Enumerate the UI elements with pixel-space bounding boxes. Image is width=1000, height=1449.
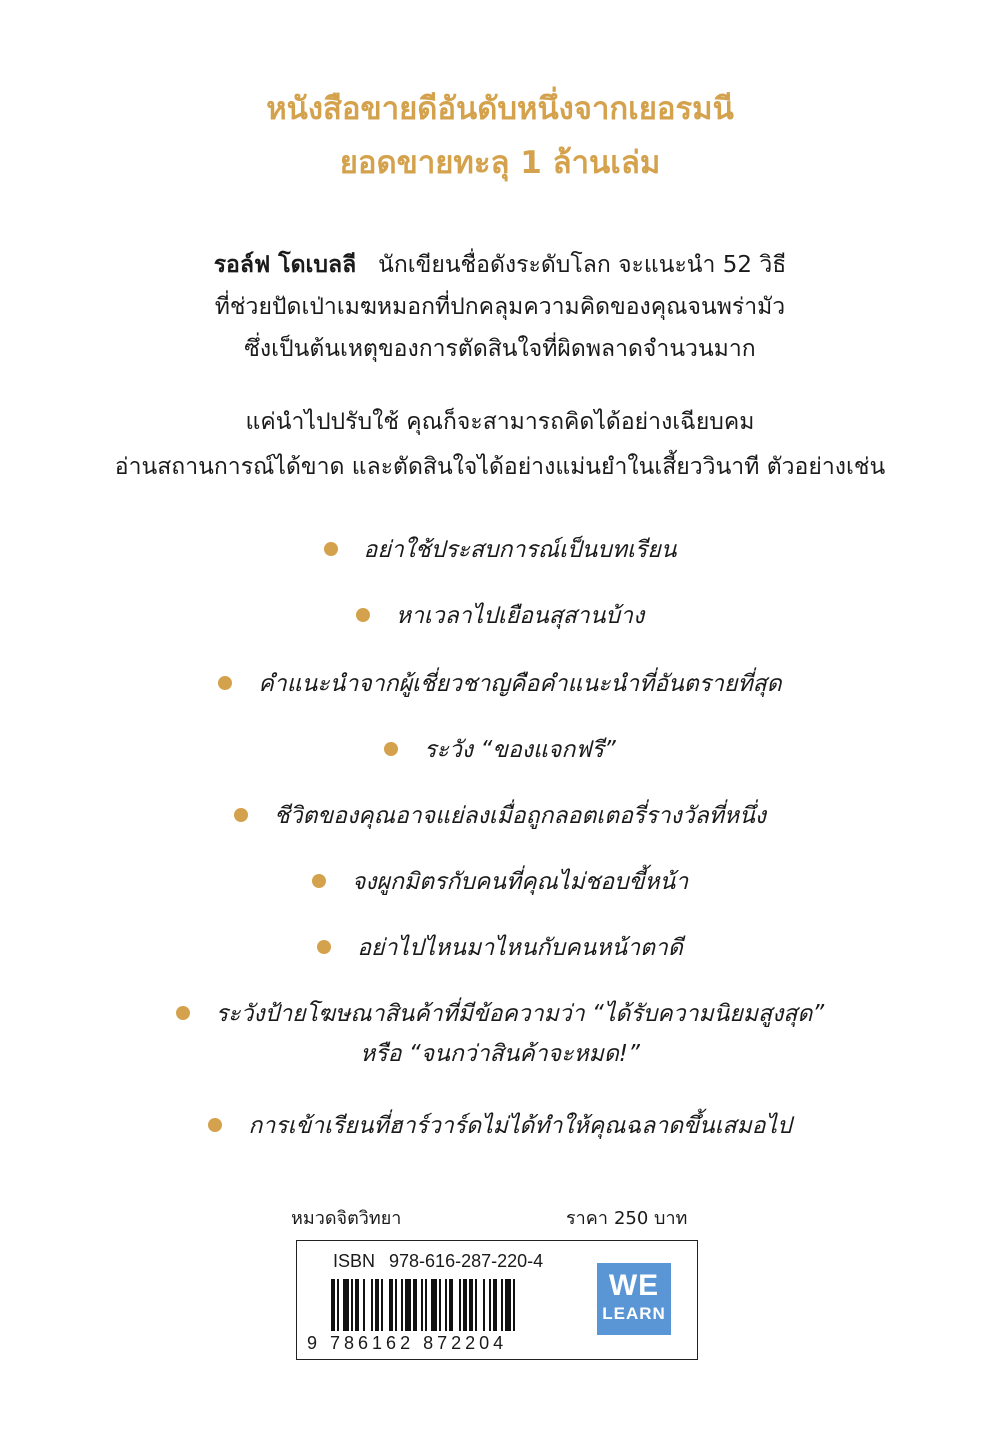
intro-paragraph-2	[0, 400, 1000, 490]
bullet-dot-icon	[317, 940, 331, 954]
barcode-digits: 9 786162 872204	[307, 1333, 508, 1353]
bullet-dot-icon	[208, 1118, 222, 1132]
bullet-item	[0, 730, 1000, 770]
bullet-item	[0, 796, 1000, 836]
bullet-dot-icon	[356, 608, 370, 622]
we-learn-logo	[597, 1263, 671, 1335]
category-label: หมวดจิตวิทยา	[291, 1208, 402, 1229]
bullet-item	[0, 596, 1000, 636]
bullet-text: อย่าไปไหนมาไหนกับคนหน้าตาดี	[357, 935, 683, 961]
price-value: 250 บาท	[613, 1208, 688, 1229]
bullet-item	[0, 928, 1000, 968]
bullet-dot-icon	[312, 874, 326, 888]
bullet-item	[0, 664, 1000, 704]
bullet-item	[0, 530, 1000, 570]
logo-we: WE	[608, 1269, 660, 1302]
intro-line-1	[0, 244, 1000, 286]
logo-learn: LEARN	[602, 1304, 666, 1323]
intro2-line-2: อ่านสถานการณ์ได้ขาด และตัดสินใจได้อย่างแม่นยำในเสี้ยววินาที ตัวอย่างเช่น	[114, 454, 886, 480]
bullet-dot-icon	[218, 676, 232, 690]
intro2-line-1: แค่นำไปปรับใช้ คุณก็จะสามารถคิดได้อย่างเฉียบคม	[245, 409, 755, 435]
price-prefix: ราคา	[566, 1208, 608, 1229]
isbn-label: ISBN	[333, 1251, 376, 1271]
author-name: รอล์ฟ โดเบลลี	[213, 252, 357, 278]
barcode-box	[296, 1240, 698, 1360]
bullet-item	[0, 1106, 1000, 1146]
intro-paragraph	[0, 244, 1000, 370]
headline-line-1: หนังสือขายดีอันดับหนึ่งจากเยอรมนี	[266, 91, 734, 127]
bullet-dot-icon	[234, 808, 248, 822]
bullet-item	[0, 994, 1000, 1074]
headline-line-2: ยอดขายทะลุ 1 ล้านเล่ม	[339, 145, 661, 181]
intro-line-3: ซึ่งเป็นต้นเหตุของการตัดสินใจที่ผิดพลาดจำนวนมาก	[244, 336, 756, 362]
bullet-item	[0, 862, 1000, 902]
headline	[0, 82, 1000, 190]
isbn-number: 978-616-287-220-4	[389, 1251, 544, 1271]
bullet-subtext: หรือ “จนกว่าสินค้าจะหมด!”	[360, 1041, 640, 1067]
bullet-dot-icon	[324, 542, 338, 556]
bullet-text: ระวัง “ของแจกฟรี”	[424, 737, 616, 763]
bullet-text: ชีวิตของคุณอาจแย่ลงเมื่อถูกลอตเตอรี่รางวัลที่หนึ่ง	[273, 803, 767, 829]
price-label	[566, 1203, 687, 1232]
bullet-text: จงผูกมิตรกับคนที่คุณไม่ชอบขี้หน้า	[351, 869, 689, 895]
bullet-text: อย่าใช้ประสบการณ์เป็นบทเรียน	[363, 537, 677, 563]
barcode-icon	[331, 1279, 581, 1331]
isbn-line	[333, 1251, 543, 1272]
bullet-text: ระวังป้ายโฆษณาสินค้าที่มีข้อความว่า “ได้รับความนิยมสูงสุด”	[215, 1001, 825, 1027]
bullet-text: การเข้าเรียนที่ฮาร์วาร์ดไม่ได้ทำให้คุณฉลาดขึ้นเสมอไป	[248, 1113, 792, 1139]
bullet-text: คำแนะนำจากผู้เชี่ยวชาญคือคำแนะนำที่อันตรายที่สุด	[258, 671, 782, 697]
bullet-text: หาเวลาไปเยือนสุสานบ้าง	[395, 603, 645, 629]
intro-line-2: ที่ช่วยปัดเป่าเมฆหมอกที่ปกคลุมความคิดของคุณจนพร่ามัว	[214, 294, 786, 320]
bullet-dot-icon	[384, 742, 398, 756]
intro-line-1-rest: นักเขียนชื่อดังระดับโลก จะแนะนำ 52 วิธี	[378, 252, 787, 278]
bullet-dot-icon	[176, 1006, 190, 1020]
